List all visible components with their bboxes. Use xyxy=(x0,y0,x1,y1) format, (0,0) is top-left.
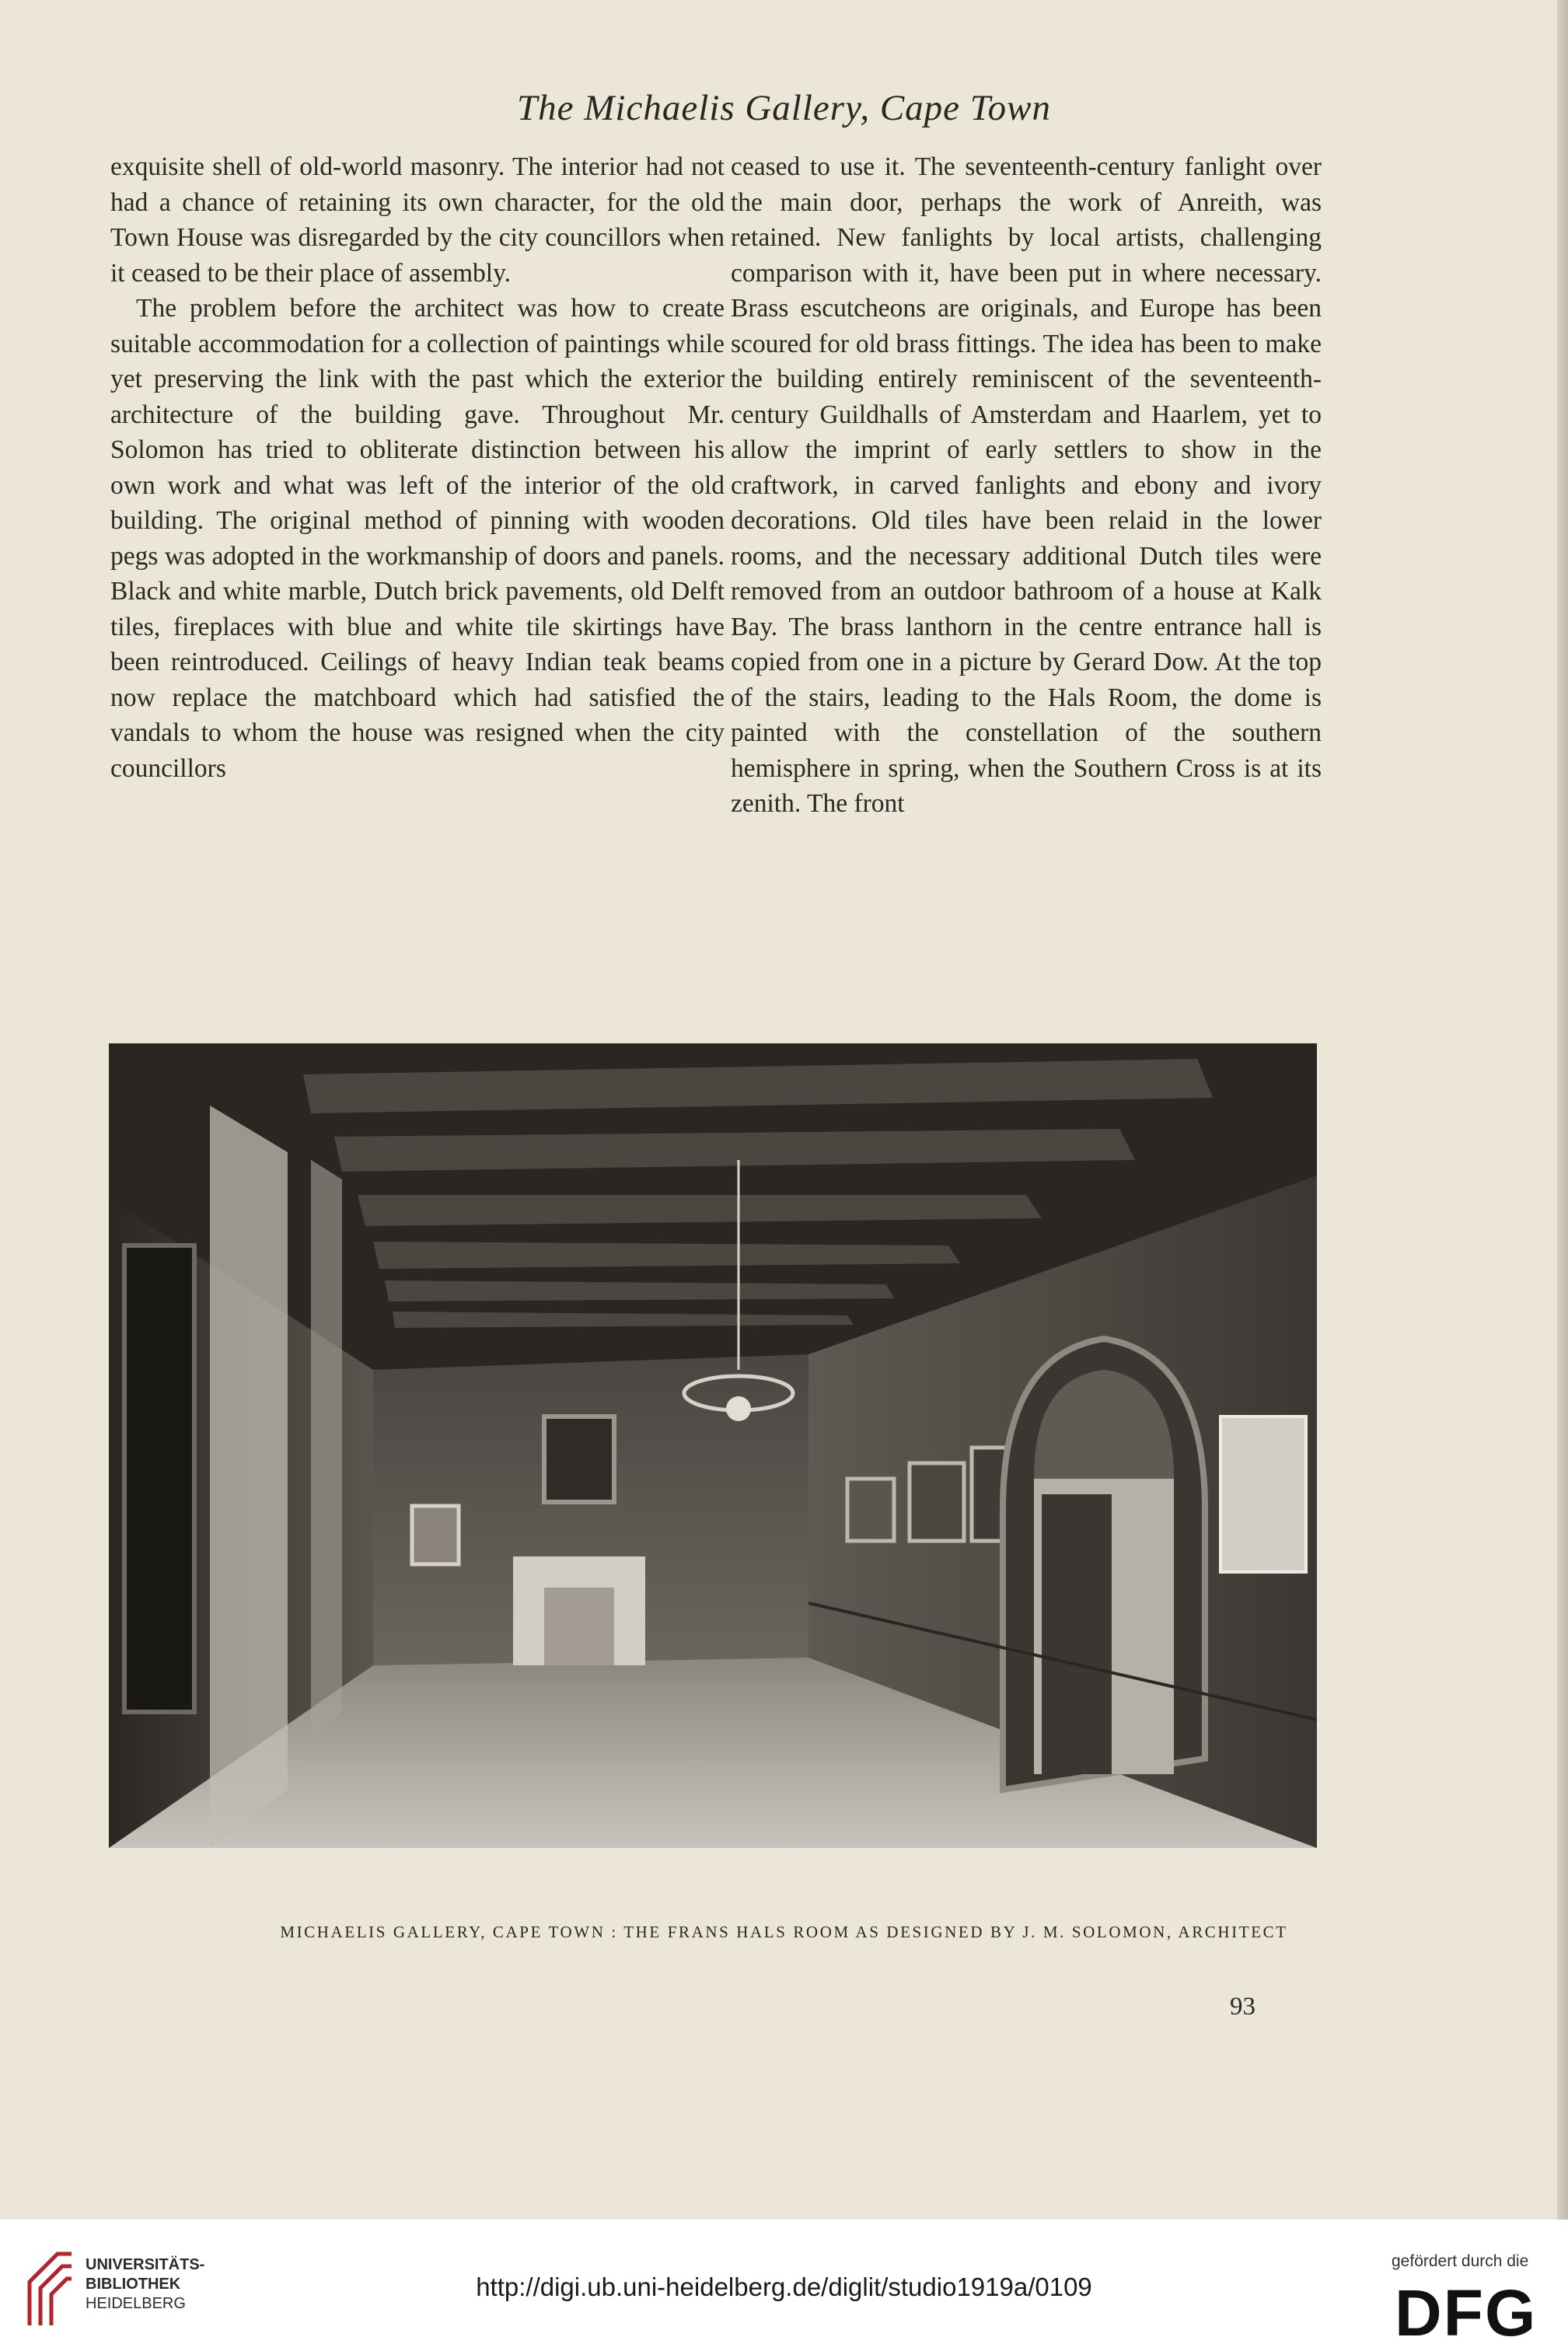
dfg-logo: DFG xyxy=(1395,2276,1538,2349)
funding-label: gefördert durch die xyxy=(1392,2252,1529,2270)
left-text-column xyxy=(110,149,725,786)
library-name-line: HEIDELBERG xyxy=(86,2295,186,2312)
gallery-room-photograph xyxy=(109,1043,1317,1848)
permalink-url[interactable]: http://digi.ub.uni-heidelberg.de/diglit/studio1919a/0109 xyxy=(476,2272,1092,2301)
digitization-footer xyxy=(0,2220,1568,2351)
photo-caption: MICHAELIS GALLERY, CAPE TOWN : THE FRANS HALS ROOM AS DESIGNED BY J. M. SOLOMON, ARCHITECT xyxy=(280,1923,1288,1941)
library-name-line: UNIVERSITÄTS- xyxy=(86,2256,205,2273)
paragraph: ceased to use it. The seventeenth-century fanlight over the main door, perhaps the work of Anreith, was retained. New fanlights by local artists, challenging comparison with it, have been put in where necessary. Brass escutcheons are originals, and Europe has been scoured for old brass fittings. The idea has been to make the building entirely reminiscent of the seventeenth-century Guildhalls of Amsterdam and Haarlem, yet to allow the imprint of early settlers to show in the craftwork, in carved fanlights and ebony and ivory decorations. Old tiles have been relaid in the lower rooms, and the necessary additional Dutch tiles were removed from an outdoor bathroom of a house at Kalk Bay. The brass lanthorn in the centre entrance hall is copied from one in a picture by Gerard Dow. At the top of the stairs, leading to the Hals Room, the dome is painted with the constellation of the southern hemisphere in spring, when the Southern Cross is at its zenith. The front xyxy=(731,152,1322,818)
page-number: 93 xyxy=(1230,1993,1255,2021)
paragraph: exquisite shell of old-world masonry. The interior had not had a chance of retaining its own character, for the old Town House was disregarded by the city councillors when it ceased to be their place of assembly. xyxy=(110,152,725,288)
page-edge xyxy=(1557,0,1568,2220)
paragraph: The problem before the architect was how to create suitable accommodation for a collection of paintings while yet preserving the link with the past which the exterior architecture of the building gave. Throughout Mr. Solomon has tried to obliterate distinction between his own work and what was left of the interior of the old building. The original method of pinning with wooden pegs was adopted in the workmanship of doors and panels. Black and white marble, Dutch brick pavements, old Delft tiles, fireplaces with blue and white tile skirtings have been reintroduced. Ceilings of heavy Indian teak beams now replace the matchboard which had satisfied the vandals to whom the house was resigned when the city councillors xyxy=(110,294,725,783)
running-head: The Michaelis Gallery, Cape Town xyxy=(517,88,1051,128)
right-text-column xyxy=(731,149,1322,822)
library-name-line: BIBLIOTHEK xyxy=(86,2276,181,2293)
